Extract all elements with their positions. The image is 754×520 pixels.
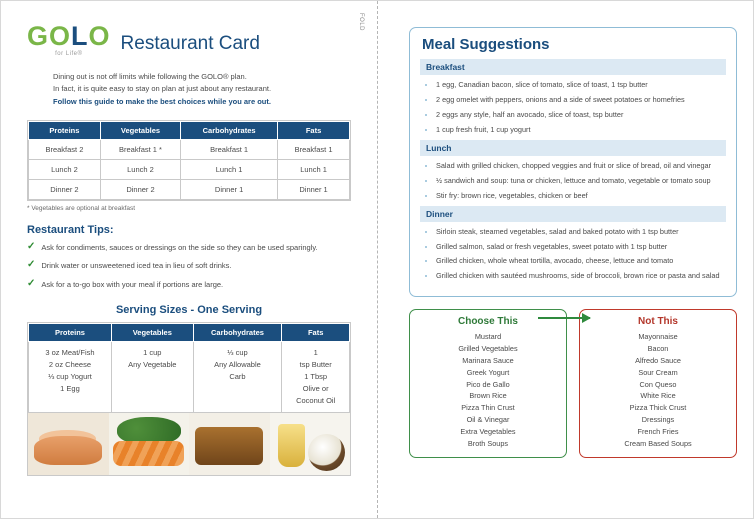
cell-line: tsp Butter xyxy=(299,359,332,369)
cell: Dinner 2 xyxy=(29,180,101,200)
intro-text xyxy=(53,71,351,108)
list-item: • Sirloin steak, steamed vegetables, salad and baked potato with 1 tsp butter xyxy=(436,227,722,238)
cell-line: 2 oz Cheese xyxy=(48,359,92,369)
choose-this-list xyxy=(416,331,560,449)
compare-section xyxy=(409,309,737,458)
cell-line: ⅓ cup Yogurt xyxy=(48,371,92,381)
meal-section-lunch-header: Lunch xyxy=(420,140,726,156)
fold-line xyxy=(377,1,378,518)
list-item: Broth Soups xyxy=(467,438,509,448)
list-item: • ½ sandwich and soup: tuna or chicken, lettuce and tomato, vegetable or tomato soup xyxy=(436,176,722,187)
restaurant-tips-list xyxy=(27,242,351,290)
list-item: • Stir fry: brown rice, vegetables, chicken or beef xyxy=(436,191,722,202)
cell: Lunch 1 xyxy=(278,160,350,180)
table-row xyxy=(29,180,350,200)
list-item: Bacon xyxy=(647,344,669,354)
cell-line: Carb xyxy=(229,371,246,381)
serving-sizes-table xyxy=(28,323,350,413)
logo-tagline: for Life® xyxy=(55,51,83,57)
logo-letter-o2: O xyxy=(88,21,111,51)
table-row xyxy=(29,160,350,180)
tip-text: Ask for a to-go box with your meal if portions are large. xyxy=(41,279,224,289)
table-header-row xyxy=(29,323,350,341)
list-item: Marinara Sauce xyxy=(462,355,514,365)
salmon-photo xyxy=(28,413,109,475)
intro-line-3: Follow this guide to make the best choices while you are out. xyxy=(53,96,271,106)
list-item xyxy=(27,279,351,290)
meal-suggestions-card xyxy=(409,27,737,297)
list-item: • 2 egg omelet with peppers, onions and a side of sweet potatoes or homefries xyxy=(436,95,722,106)
cell-line: Coconut Oil xyxy=(296,395,336,405)
list-item: Oil & Vinegar xyxy=(466,415,510,424)
left-panel xyxy=(1,1,377,520)
list-item: Greek Yogurt xyxy=(466,367,510,377)
bread-photo xyxy=(189,413,270,475)
cell: Breakfast 1 xyxy=(181,140,278,160)
list-item: • 1 cup fresh fruit, 1 cup yogurt xyxy=(436,125,722,136)
list-item xyxy=(27,260,351,271)
servings-table-wrap xyxy=(27,120,351,201)
cell-fats xyxy=(282,341,350,412)
list-item: Mayonnaise xyxy=(638,332,678,342)
cell: Breakfast 1 * xyxy=(100,140,180,160)
col-carbohydrates: Carbohydrates xyxy=(181,122,278,140)
cell-line: Any Vegetable xyxy=(128,359,177,369)
col-proteins: Proteins xyxy=(29,122,101,140)
list-item: • Salad with grilled chicken, chopped veggies and fruit or slice of bread, oil and vinegar xyxy=(436,161,722,172)
list-item: Con Queso xyxy=(639,379,677,389)
right-panel xyxy=(401,1,754,520)
col-fats: Fats xyxy=(278,122,350,140)
restaurant-tips-title: Restaurant Tips: xyxy=(27,224,114,237)
list-item: Alfredo Sauce xyxy=(635,355,681,365)
meal-section-dinner-header: Dinner xyxy=(420,206,726,222)
meal-section-breakfast-header: Breakfast xyxy=(420,59,726,75)
intro-line-2: In fact, it is quite easy to stay on plan at just about any restaurant. xyxy=(53,84,272,94)
table-row xyxy=(29,140,350,160)
cell-carbohydrates xyxy=(193,341,282,412)
choose-this-title: Choose This xyxy=(457,316,518,328)
list-item: • Grilled chicken, whole wheat tortilla, avocado, cheese, lettuce and tomato xyxy=(436,256,722,267)
not-this-list xyxy=(586,331,730,449)
list-item: Pizza Thick Crust xyxy=(629,403,687,413)
cell: Lunch 2 xyxy=(100,160,180,180)
col-proteins: Proteins xyxy=(29,323,112,341)
list-item: Extra Vegetables xyxy=(460,426,516,436)
meal-section-breakfast-list xyxy=(420,80,726,136)
cell: Breakfast 2 xyxy=(29,140,101,160)
list-item: Dressings xyxy=(641,415,675,424)
choose-this-column xyxy=(409,309,567,458)
list-item: White Rice xyxy=(640,391,676,401)
list-item: • Grilled salmon, salad or fresh vegetables, sweet potato with 1 tsp butter xyxy=(436,242,722,253)
arrow-right-icon xyxy=(538,317,590,319)
meal-section-dinner-list xyxy=(420,227,726,283)
list-item: • 1 egg, Canadian bacon, slice of tomato, slice of toast, 1 tsp butter xyxy=(436,80,722,91)
cell-line: 1 Egg xyxy=(60,383,80,393)
cell: Dinner 1 xyxy=(181,180,278,200)
cell-line: Any Allowable xyxy=(214,359,261,369)
cell-line: Olive or xyxy=(302,383,329,393)
tip-text: Drink water or unsweetened iced tea in lieu of soft drinks. xyxy=(41,261,232,271)
cell-proteins xyxy=(29,341,112,412)
not-this-title: Not This xyxy=(638,316,678,328)
list-item: • Grilled chicken with sautéed mushrooms, side of broccoli, brown rice or pasta and salad xyxy=(436,271,722,282)
cell: Dinner 1 xyxy=(278,180,350,200)
logo-letter-l: L xyxy=(71,21,89,51)
list-item: Cream Based Soups xyxy=(624,438,692,448)
carrots-photo xyxy=(109,413,190,475)
cell-line: ⅓ cup xyxy=(227,347,248,357)
list-item: Brown Rice xyxy=(469,391,507,401)
cell-line: 3 oz Meat/Fish xyxy=(45,347,95,357)
list-item xyxy=(27,242,351,253)
cell-line: 1 cup xyxy=(143,347,162,357)
list-item: • 2 eggs any style, half an avocado, slice of toast, tsp butter xyxy=(436,110,722,121)
oil-coconut-photo xyxy=(270,413,351,475)
servings-table xyxy=(28,121,350,200)
check-icon: ✓ xyxy=(27,259,36,271)
cell-line: 1 xyxy=(313,347,318,357)
cell: Breakfast 1 xyxy=(278,140,350,160)
cell: Lunch 2 xyxy=(29,160,101,180)
not-this-column xyxy=(579,309,737,458)
serving-sizes-table-wrap xyxy=(27,322,351,476)
logo-letter-o1: O xyxy=(49,21,72,51)
list-item: Pico de Gallo xyxy=(466,379,510,389)
logo-letter-g: G xyxy=(27,21,50,51)
col-fats: Fats xyxy=(282,323,350,341)
servings-footnote: * Vegetables are optional at breakfast xyxy=(27,205,136,213)
table-row xyxy=(29,341,350,412)
list-item: Mustard xyxy=(474,332,502,342)
cell: Dinner 2 xyxy=(100,180,180,200)
col-carbohydrates: Carbohydrates xyxy=(193,323,282,341)
table-header-row xyxy=(29,122,350,140)
cell-vegetables xyxy=(111,341,193,412)
list-item: Grilled Vegetables xyxy=(458,344,518,354)
golo-logo xyxy=(27,23,111,57)
col-vegetables: Vegetables xyxy=(111,323,193,341)
serving-sizes-title: Serving Sizes - One Serving xyxy=(115,303,263,316)
fold-label: FOLD xyxy=(358,13,364,32)
cell: Lunch 1 xyxy=(181,160,278,180)
check-icon: ✓ xyxy=(27,241,36,253)
list-item: Pizza Thin Crust xyxy=(461,403,515,413)
list-item: French Fries xyxy=(637,426,679,436)
check-icon: ✓ xyxy=(27,277,36,289)
tip-text: Ask for condiments, sauces or dressings on the side so they can be used sparingly. xyxy=(41,243,318,253)
meal-section-lunch-list xyxy=(420,161,726,202)
brand-header xyxy=(27,23,351,57)
col-vegetables: Vegetables xyxy=(100,122,180,140)
page-title: Restaurant Card xyxy=(120,33,260,54)
intro-line-1: Dining out is not off limits while following the GOLO® plan. xyxy=(53,72,247,81)
food-photo-strip xyxy=(28,413,350,475)
meal-suggestions-title: Meal Suggestions xyxy=(422,36,550,53)
cell-line: 1 Tbsp xyxy=(304,371,328,381)
list-item: Sour Cream xyxy=(638,367,678,377)
